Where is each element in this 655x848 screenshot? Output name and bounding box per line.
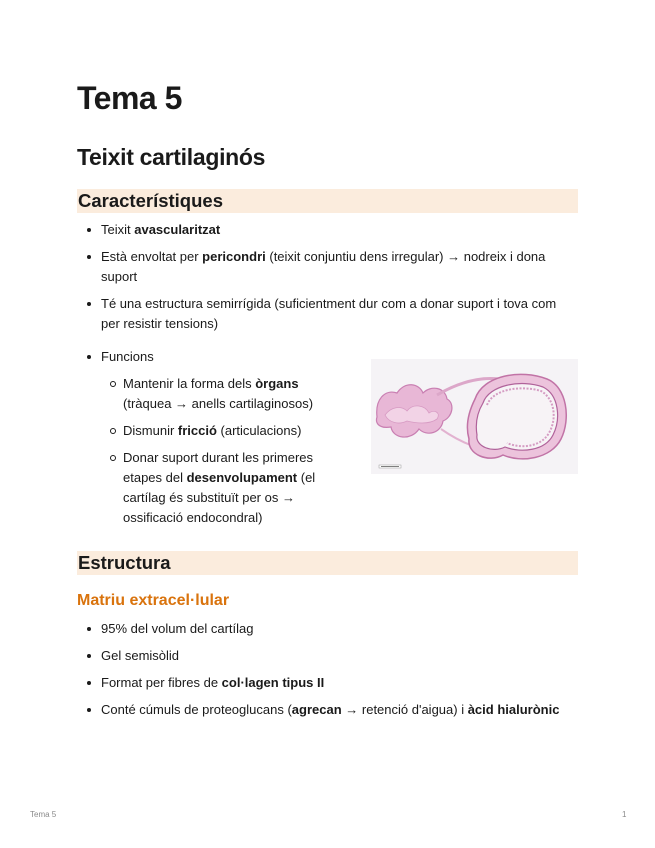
footer-page-number: 1 bbox=[622, 810, 627, 819]
subsection-heading-matriu: Matriu extracel·lular bbox=[77, 592, 230, 609]
section-heading-caracteristiques: Característiques bbox=[77, 189, 578, 213]
footer-page-title: Tema 5 bbox=[30, 810, 57, 819]
sublist-item: Donar suport durant les primeres etapes del desenvolupament (el cartílag és substituït per os → ossificació endocondral) bbox=[101, 448, 337, 528]
estructura-list bbox=[77, 619, 587, 727]
funcions-list bbox=[77, 347, 337, 535]
list-item: 95% del volum del cartílag bbox=[77, 619, 587, 639]
list-item: Conté cúmuls de proteoglucans (agrecan → retenció d'aigua) i àcid hialurònic bbox=[77, 700, 587, 720]
page-title: Tema 5 bbox=[77, 80, 182, 116]
sublist-item: Mantenir la forma dels òrgans (tràquea → anells cartilaginosos) bbox=[101, 374, 337, 414]
page-subtitle: Teixit cartilaginós bbox=[77, 144, 266, 170]
sublist-item: Dismunir fricció (articulacions) bbox=[101, 421, 337, 441]
list-item: Gel semisòlid bbox=[77, 646, 587, 666]
trachea-histology-icon bbox=[371, 359, 578, 474]
section-heading-estructura: Estructura bbox=[77, 551, 578, 575]
list-item-funcions: Funcions Mantenir la forma dels òrgans (tràquea → anells cartilaginosos) Dismunir fricció (articulacions) Donar suport durant les primeres etapes del desenvolupament (el cartílag és substituït per os → ossificació endocondral) bbox=[77, 347, 337, 528]
funcions-sublist bbox=[101, 374, 337, 528]
list-item: Està envoltat per pericondri (teixit conjuntiu dens irregular) → nodreix i dona suport bbox=[77, 247, 557, 287]
caracteristiques-list bbox=[77, 220, 557, 341]
list-item: Format per fibres de col·lagen tipus II bbox=[77, 673, 587, 693]
trachea-histology-image bbox=[371, 359, 578, 474]
list-item: Té una estructura semirrígida (suficientment dur com a donar suport i tova com per resistir tensions) bbox=[77, 294, 557, 334]
list-item: Teixit avascularitzat bbox=[77, 220, 557, 240]
